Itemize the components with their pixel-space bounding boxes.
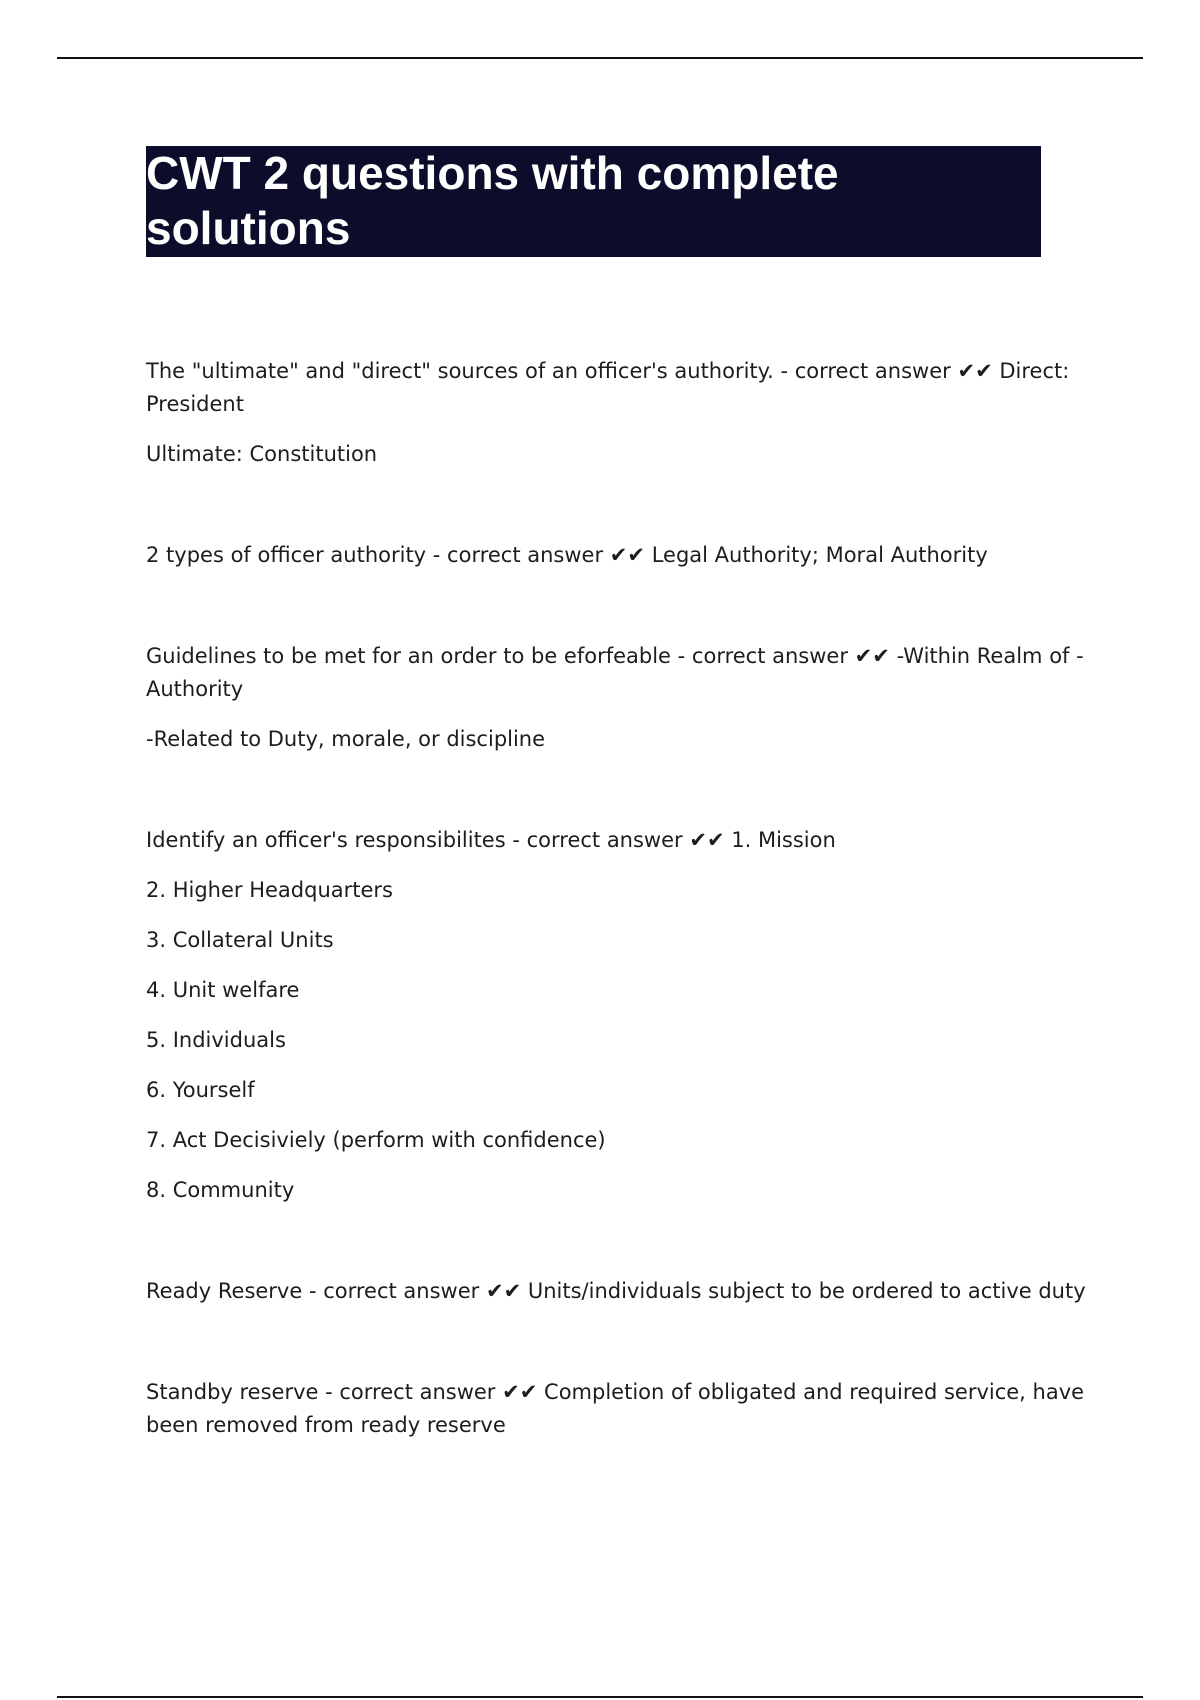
checkmark-icon: ✔✔ — [854, 644, 890, 668]
qa-first-line: The "ultimate" and "direct" sources of an officer's authority. - correct answer ✔✔ Direct: President — [146, 359, 1070, 416]
qa-first-line: Standby reserve - correct answer ✔✔ Completion of obligated and required service, have been removed from ready reserve — [146, 1380, 1085, 1437]
question-text: Identify an officer's responsibilites — [146, 828, 506, 852]
answer-line: 5. Individuals — [146, 1028, 286, 1052]
answer-marker: correct answer — [323, 1279, 480, 1303]
footer-rule — [57, 1696, 1143, 1698]
answer-line: Ultimate: Constitution — [146, 442, 378, 466]
header-rule — [57, 57, 1143, 59]
answer-marker: correct answer — [526, 828, 683, 852]
checkmark-icon: ✔✔ — [609, 543, 645, 567]
qa-first-line: Ready Reserve - correct answer ✔✔ Units/individuals subject to be ordered to active duty — [146, 1279, 1086, 1303]
checkmark-icon: ✔✔ — [485, 1279, 522, 1303]
answer-line: 8. Community — [146, 1178, 295, 1202]
title-banner — [146, 146, 1041, 257]
question-text: Ready Reserve — [146, 1279, 303, 1303]
answer-line: 1. Mission — [731, 828, 836, 852]
qa-first-line: Identify an officer's responsibilites - correct answer ✔✔ 1. Mission — [146, 828, 836, 852]
answer-line: -Within Realm of -Authority — [146, 644, 1084, 701]
qa-item — [146, 355, 1086, 471]
qa-item — [146, 539, 1086, 572]
question-text: Standby reserve — [146, 1380, 319, 1404]
answer-line: -Related to Duty, morale, or discipline — [146, 727, 546, 751]
answer-marker: correct answer — [339, 1380, 496, 1404]
checkmark-icon: ✔✔ — [957, 359, 993, 383]
answer-marker: correct answer — [794, 359, 951, 383]
answer-line: Legal Authority; Moral Authority — [651, 543, 988, 567]
qa-list — [146, 355, 1086, 1442]
answer-line: Direct: President — [146, 359, 1070, 416]
checkmark-icon: ✔✔ — [689, 828, 725, 852]
question-text: Guidelines to be met for an order to be eforfeable — [146, 644, 671, 668]
answer-marker: correct answer — [447, 543, 604, 567]
answer-line: 7. Act Decisiviely (perform with confidence) — [146, 1128, 606, 1152]
answer-line: 4. Unit welfare — [146, 978, 300, 1002]
question-text: The "ultimate" and "direct" sources of an officer's authority. — [146, 359, 774, 383]
page-title: CWT 2 questions with complete solutions — [146, 147, 839, 254]
qa-first-line: 2 types of officer authority - correct answer ✔✔ Legal Authority; Moral Authority — [146, 543, 988, 567]
answer-marker: correct answer — [691, 644, 848, 668]
qa-item — [146, 640, 1086, 756]
answer-line: 6. Yourself — [146, 1078, 255, 1102]
qa-item — [146, 1275, 1086, 1308]
qa-item — [146, 1376, 1086, 1442]
answer-line: 2. Higher Headquarters — [146, 878, 393, 902]
question-text: 2 types of officer authority — [146, 543, 427, 567]
qa-item — [146, 824, 1086, 1207]
answer-line: 3. Collateral Units — [146, 928, 334, 952]
answer-line: Completion of obligated and required service, have been removed from ready reserve — [146, 1380, 1085, 1437]
checkmark-icon: ✔✔ — [502, 1380, 538, 1404]
answer-line: Units/individuals subject to be ordered to active duty — [527, 1279, 1086, 1303]
qa-first-line: Guidelines to be met for an order to be eforfeable - correct answer ✔✔ -Within Realm of -Authority — [146, 644, 1084, 701]
